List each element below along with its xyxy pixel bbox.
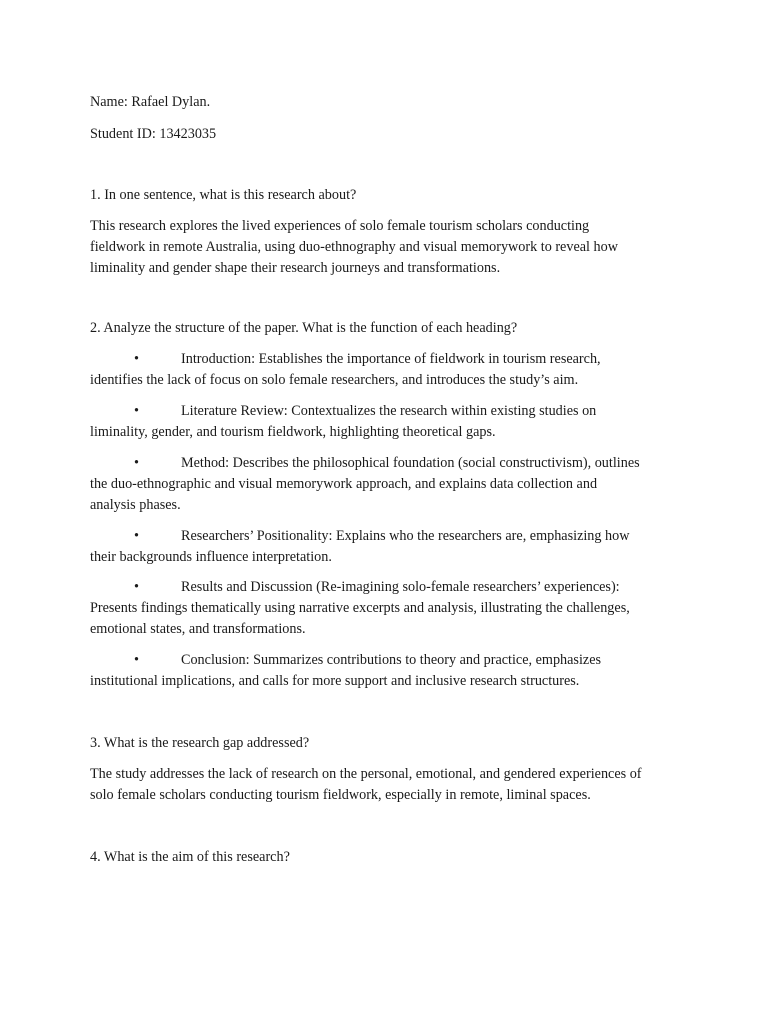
list-item-literature-review: • Literature Review: Contextualizes the research within existing studies on liminality, gender, and tourism fieldwork, highlighting theoretical gaps. bbox=[90, 403, 597, 440]
bullet-icon: • bbox=[134, 528, 139, 544]
answer-1-line: liminality and gender shape their research journeys and transformations. bbox=[90, 260, 501, 276]
answer-3-line: The study addresses the lack of research on the personal, emotional, and gendered experiences of bbox=[90, 766, 642, 782]
student-id: Student ID: 13423035 bbox=[90, 126, 217, 142]
list-item-positionality: • Researchers’ Positionality: Explains who the researchers are, emphasizing how their backgrounds influence interpretation. bbox=[90, 528, 630, 565]
answer-1-line: This research explores the lived experiences of solo female tourism scholars conducting bbox=[90, 218, 590, 234]
bullet-icon: • bbox=[134, 652, 139, 668]
question-4: 4. What is the aim of this research? bbox=[90, 849, 290, 865]
bullet-icon: • bbox=[134, 455, 139, 471]
list-item-conclusion: • Conclusion: Summarizes contributions to theory and practice, emphasizes institutional implications, and calls for more support and inclusive research structures. bbox=[90, 652, 602, 689]
list-item-introduction: • Introduction: Establishes the importance of fieldwork in tourism research, identifies the lack of focus on solo female researchers, and introduces the study’s aim. bbox=[90, 351, 601, 388]
bullet-icon: • bbox=[134, 403, 139, 419]
bullet-icon: • bbox=[134, 351, 139, 367]
question-3: 3. What is the research gap addressed? bbox=[90, 735, 310, 751]
answer-3 bbox=[90, 764, 690, 806]
answer-3-line: solo female scholars conducting tourism fieldwork, especially in remote, liminal spaces. bbox=[90, 787, 591, 803]
bullet-icon: • bbox=[134, 579, 139, 595]
list-item-method: • Method: Describes the philosophical foundation (social constructivism), outlines the duo-ethnographic and visual memorywork approach, and explains data collection and analysis phases. bbox=[90, 455, 640, 513]
question-1: 1. In one sentence, what is this research about? bbox=[90, 187, 357, 203]
student-name: Name: Rafael Dylan. bbox=[90, 94, 211, 110]
answer-1 bbox=[90, 216, 690, 279]
question-2: 2. Analyze the structure of the paper. What is the function of each heading? bbox=[90, 320, 518, 336]
list-item-results-discussion: • Results and Discussion (Re-imagining solo-female researchers’ experiences): Presents findings thematically using narrative excerpts and analysis, illustrating the challenges, emotional states, and transformations. bbox=[90, 579, 630, 637]
answer-1-line: fieldwork in remote Australia, using duo-ethnography and visual memorywork to reveal how bbox=[90, 239, 618, 255]
